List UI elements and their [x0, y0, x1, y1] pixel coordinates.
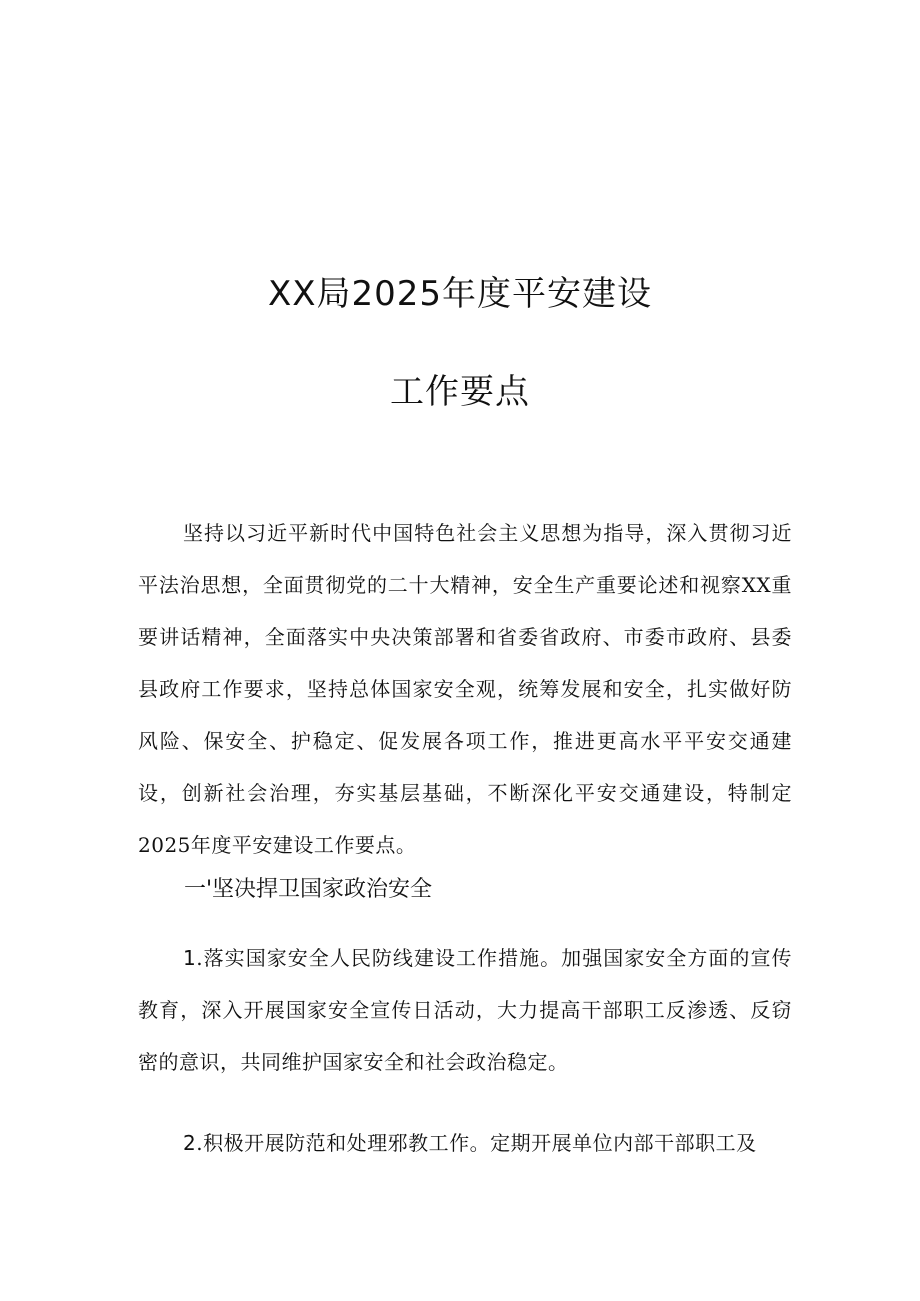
document-title-line2: 工作要点 — [390, 372, 530, 412]
list-item-1 — [138, 932, 792, 1088]
document-title-line1: XX局2025年度平安建设 — [267, 274, 653, 314]
intro-paragraph: 坚持以习近平新时代中国特色社会主义思想为指导，深入贯彻习近平法治思想，全面贯彻党的二十大精神，安全生产重要论述和视察XX重要讲话精神，全面落实中央决策部署和省委省政府、市委市政府、县委县政府工作要求，坚持总体国家安全观，统筹发展和安全，扎实做好防风险、保安全、护稳定、促发展各项工作，推进更高水平平安交通建设，创新社会治理，夯实基层基础，不断深化平安交通建设，特制定2025年度平安建设工作要点。 — [138, 521, 792, 857]
item-number: 2 — [183, 1131, 197, 1155]
item-number: 1 — [183, 946, 197, 970]
section-heading: 一'坚决捍卫国家政治安全 — [184, 877, 433, 902]
item-text: .积极开展防范和处理邪教工作。定期开展单位内部干部职工及 — [196, 1131, 757, 1155]
list-item-2 — [138, 1117, 792, 1169]
item-text: .落实国家安全人民防线建设工作措施。加强国家安全方面的宣传教育，深入开展国家安全宣传日活动，大力提高干部职工反渗透、反窃密的意识，共同维护国家安全和社会政治稳定。 — [138, 946, 792, 1074]
